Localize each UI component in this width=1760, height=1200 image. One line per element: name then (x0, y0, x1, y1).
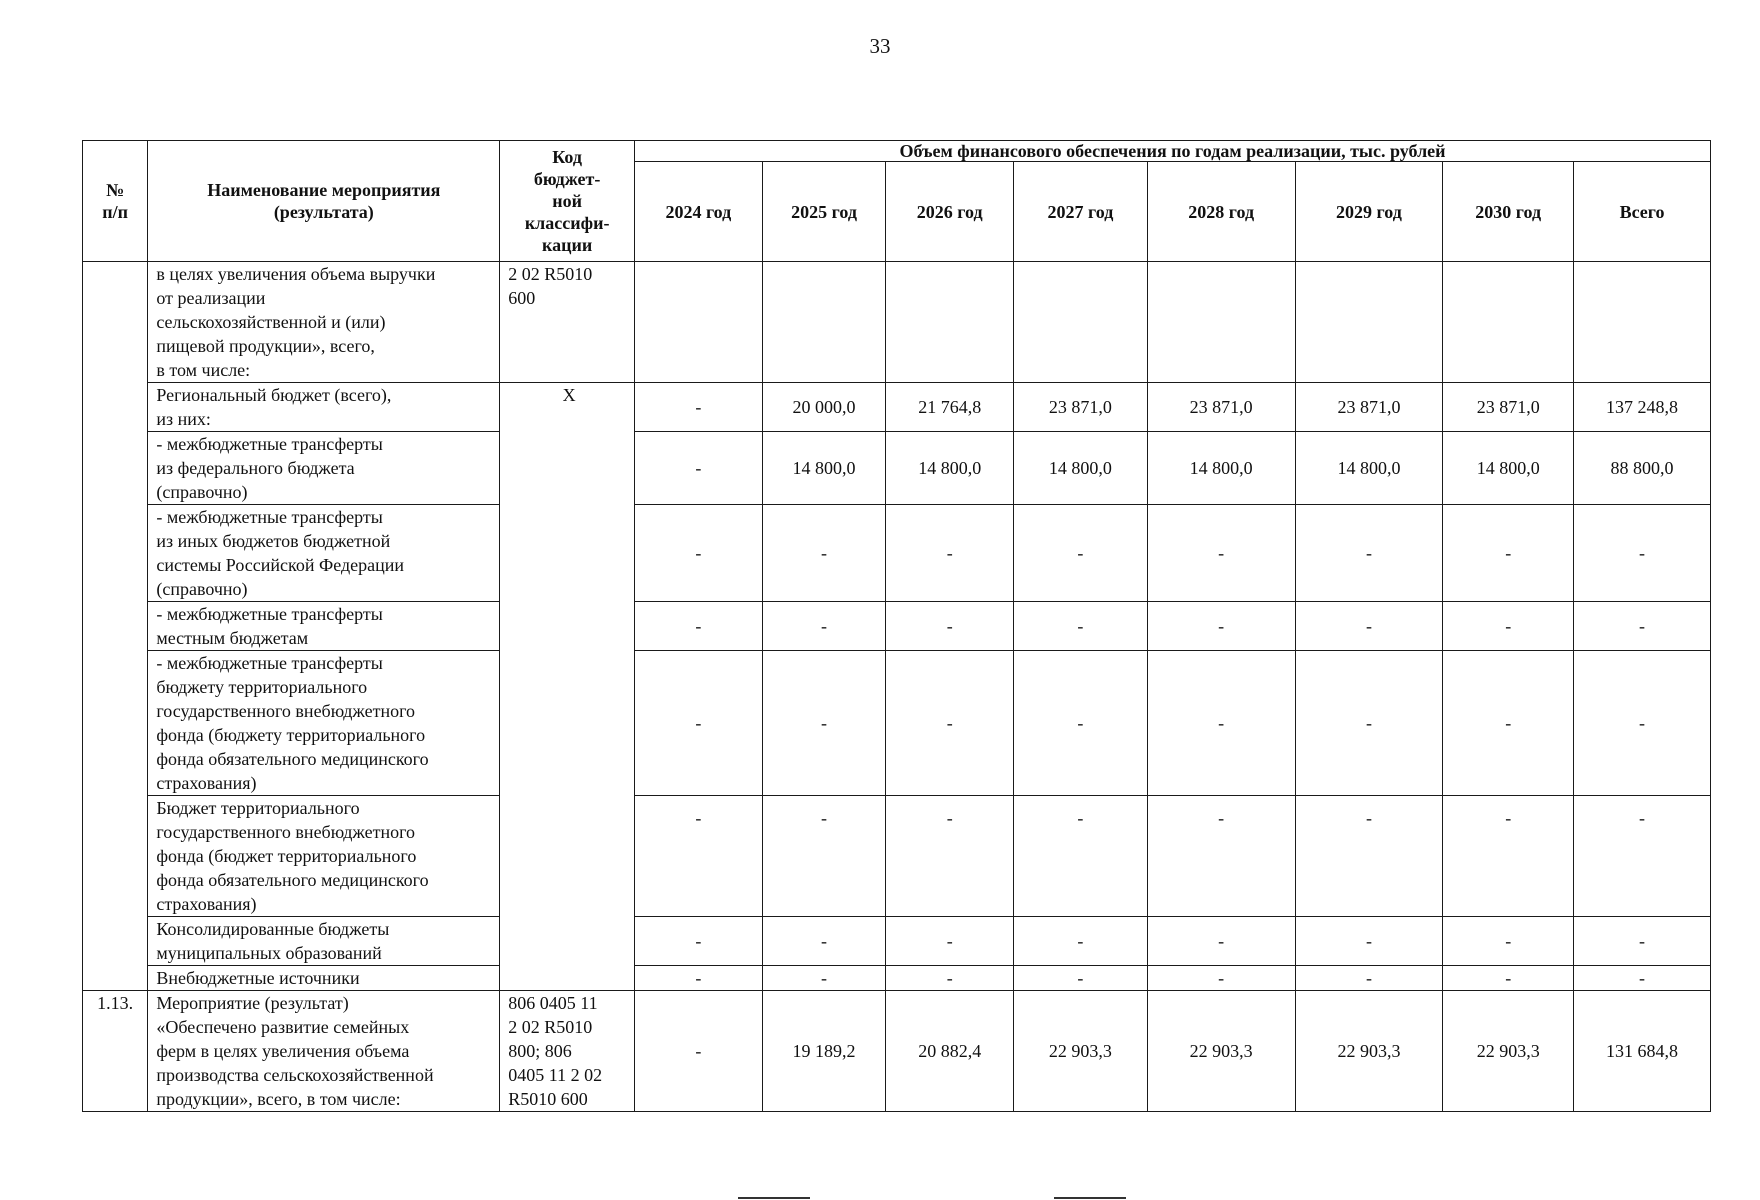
value-total: - (1574, 505, 1711, 602)
financing-table (82, 140, 1711, 1112)
event-name-line: местным бюджетам (156, 628, 309, 648)
value-2026: 21 764,8 (886, 383, 1014, 432)
page-number: 33 (869, 34, 891, 58)
value-2028: - (1147, 796, 1295, 917)
event-name-line: страхования) (156, 773, 257, 793)
value-2025: 19 189,2 (762, 991, 886, 1112)
event-name-line: сельскохозяйственной и (или) (156, 312, 386, 332)
header-budget-code-line: кации (542, 235, 593, 255)
value-2027: - (1014, 796, 1148, 917)
value-2029: 14 800,0 (1295, 432, 1443, 505)
header-budget-code-line: ной (552, 191, 582, 211)
value-total: - (1574, 651, 1711, 796)
event-name-line: из иных бюджетов бюджетной (156, 531, 391, 551)
row-number-cell: 1.13. (83, 991, 148, 1112)
value-total (1574, 262, 1711, 383)
header-year-2026: 2026 год (886, 162, 1014, 262)
value-2025: 14 800,0 (762, 432, 886, 505)
budget-code-line: 806 0405 11 (508, 993, 598, 1013)
budget-code-line: 600 (508, 288, 536, 308)
event-name-cell (148, 651, 500, 796)
event-name-line: пищевой продукции», всего, (156, 336, 375, 356)
value-2026: 14 800,0 (886, 432, 1014, 505)
value-2025 (762, 262, 886, 383)
event-name-line: Консолидированные бюджеты (156, 919, 390, 939)
event-name-cell (148, 383, 500, 432)
value-2024: - (635, 796, 763, 917)
event-name-line: Внебюджетные источники (156, 968, 360, 988)
value-2029: 22 903,3 (1295, 991, 1443, 1112)
value-2027: - (1014, 966, 1148, 991)
value-2027: - (1014, 917, 1148, 966)
table-row (83, 602, 1711, 651)
value-2024: - (635, 383, 763, 432)
event-name-line: продукции», всего, в том числе: (156, 1089, 401, 1109)
value-2024: - (635, 991, 763, 1112)
header-event-name-line: Наименование мероприятия (207, 180, 441, 200)
event-name-cell (148, 966, 500, 991)
header-year-2028: 2028 год (1147, 162, 1295, 262)
value-2026: - (886, 796, 1014, 917)
value-2029: - (1295, 796, 1443, 917)
header-event-name (148, 141, 500, 262)
table-row (83, 505, 1711, 602)
row-number-cell (83, 262, 148, 991)
value-2028: - (1147, 966, 1295, 991)
event-name-line: производства сельскохозяйственной (156, 1065, 434, 1085)
value-2028: 14 800,0 (1147, 432, 1295, 505)
event-name-line: из них: (156, 409, 211, 429)
table-row (83, 651, 1711, 796)
header-budget-code-line: бюджет- (533, 169, 601, 189)
value-2026: - (886, 505, 1014, 602)
value-2027 (1014, 262, 1148, 383)
budget-code-line: 0405 11 2 02 (508, 1065, 603, 1085)
table-row (83, 432, 1711, 505)
event-name-cell (148, 262, 500, 383)
budget-code-cell (500, 262, 635, 383)
budget-code-cell (500, 991, 635, 1112)
value-total: - (1574, 602, 1711, 651)
value-2029: - (1295, 602, 1443, 651)
event-name-line: системы Российской Федерации (156, 555, 405, 575)
value-2028: - (1147, 917, 1295, 966)
value-2026: 20 882,4 (886, 991, 1014, 1112)
value-2026 (886, 262, 1014, 383)
value-2028: - (1147, 651, 1295, 796)
budget-code-line: Х (562, 385, 576, 405)
value-total: 88 800,0 (1574, 432, 1711, 505)
header-budget-code-line: Код (552, 147, 582, 167)
event-name-line: фонда (бюджет территориального (156, 846, 417, 866)
event-name-line: фонда обязательного медицинского (156, 870, 429, 890)
event-name-line: (справочно) (156, 482, 248, 502)
event-name-line: от реализации (156, 288, 266, 308)
event-name-line: Бюджет территориального (156, 798, 360, 818)
header-year-2029: 2029 год (1295, 162, 1443, 262)
value-2030: - (1443, 796, 1574, 917)
value-2025: 20 000,0 (762, 383, 886, 432)
header-year-2027: 2027 год (1014, 162, 1148, 262)
budget-code-line: 2 02 R5010 (508, 264, 593, 284)
value-2030: - (1443, 966, 1574, 991)
event-name-line: государственного внебюджетного (156, 822, 416, 842)
event-name-line: муниципальных образований (156, 943, 382, 963)
event-name-line: бюджету территориального (156, 677, 368, 697)
header-budget-code (500, 141, 635, 262)
value-2025: - (762, 966, 886, 991)
value-2025: - (762, 917, 886, 966)
event-name-line: (справочно) (156, 579, 248, 599)
value-2024: - (635, 432, 763, 505)
value-2024: - (635, 917, 763, 966)
value-2030: 14 800,0 (1443, 432, 1574, 505)
header-row-number-line: № (106, 180, 125, 200)
value-2029: - (1295, 917, 1443, 966)
value-2027: 22 903,3 (1014, 991, 1148, 1112)
value-2029 (1295, 262, 1443, 383)
event-name-line: в целях увеличения объема выручки (156, 264, 436, 284)
table-row (83, 966, 1711, 991)
value-2030: - (1443, 917, 1574, 966)
value-2030: - (1443, 505, 1574, 602)
value-2024: - (635, 602, 763, 651)
value-total: - (1574, 917, 1711, 966)
table-row (83, 796, 1711, 917)
header-financing-span: Объем финансового обеспечения по годам реализации, тыс. рублей (635, 141, 1711, 162)
value-total: 131 684,8 (1574, 991, 1711, 1112)
value-2024: - (635, 651, 763, 796)
event-name-cell (148, 917, 500, 966)
header-year-2030: 2030 год (1443, 162, 1574, 262)
event-name-line: - межбюджетные трансферты (156, 434, 383, 454)
event-name-cell (148, 432, 500, 505)
header-row-number (83, 141, 148, 262)
event-name-line: «Обеспечено развитие семейных (156, 1017, 410, 1037)
value-2025: - (762, 651, 886, 796)
value-2024: - (635, 966, 763, 991)
value-total: - (1574, 796, 1711, 917)
value-total: - (1574, 966, 1711, 991)
event-name-line: Региональный бюджет (всего), (156, 385, 392, 405)
value-2028: - (1147, 505, 1295, 602)
value-2025: - (762, 602, 886, 651)
event-name-line: Мероприятие (результат) (156, 993, 349, 1013)
value-2027: 23 871,0 (1014, 383, 1148, 432)
value-2028 (1147, 262, 1295, 383)
table-row (83, 262, 1711, 383)
value-2027: - (1014, 651, 1148, 796)
value-2027: - (1014, 602, 1148, 651)
value-2027: - (1014, 505, 1148, 602)
event-name-cell (148, 602, 500, 651)
value-2024: - (635, 505, 763, 602)
header-row-top (83, 141, 1711, 162)
value-2029: 23 871,0 (1295, 383, 1443, 432)
footer-rule-left (738, 1197, 810, 1199)
value-2030: - (1443, 602, 1574, 651)
event-name-line: - межбюджетные трансферты (156, 653, 383, 673)
event-name-line: фонда обязательного медицинского (156, 749, 429, 769)
event-name-cell (148, 796, 500, 917)
header-budget-code-line: классифи- (524, 213, 610, 233)
event-name-line: ферм в целях увеличения объема (156, 1041, 410, 1061)
budget-code-cell (500, 383, 635, 991)
event-name-line: из федерального бюджета (156, 458, 355, 478)
header-year-2024: 2024 год (635, 162, 763, 262)
value-2030: 22 903,3 (1443, 991, 1574, 1112)
header-event-name-line: (результата) (273, 202, 374, 222)
event-name-line: в том числе: (156, 360, 251, 380)
value-2029: - (1295, 966, 1443, 991)
value-2028: - (1147, 602, 1295, 651)
table-row (83, 383, 1711, 432)
event-name-cell (148, 991, 500, 1112)
budget-code-line: 800; 806 (508, 1041, 572, 1061)
event-name-cell (148, 505, 500, 602)
footer-rule-right (1054, 1197, 1126, 1199)
header-total: Всего (1574, 162, 1711, 262)
table-row (83, 991, 1711, 1112)
value-2025: - (762, 796, 886, 917)
value-2030: 23 871,0 (1443, 383, 1574, 432)
header-row-number-line: п/п (102, 202, 129, 222)
value-2030 (1443, 262, 1574, 383)
value-2030: - (1443, 651, 1574, 796)
value-2027: 14 800,0 (1014, 432, 1148, 505)
value-2029: - (1295, 505, 1443, 602)
event-name-line: фонда (бюджету территориального (156, 725, 426, 745)
value-total: 137 248,8 (1574, 383, 1711, 432)
budget-code-line: R5010 600 (508, 1089, 588, 1109)
event-name-line: - межбюджетные трансферты (156, 604, 383, 624)
table-row (83, 917, 1711, 966)
value-2024 (635, 262, 763, 383)
event-name-line: государственного внебюджетного (156, 701, 416, 721)
value-2029: - (1295, 651, 1443, 796)
header-year-2025: 2025 год (762, 162, 886, 262)
budget-code-line: 2 02 R5010 (508, 1017, 593, 1037)
value-2026: - (886, 966, 1014, 991)
value-2028: 23 871,0 (1147, 383, 1295, 432)
value-2026: - (886, 602, 1014, 651)
value-2026: - (886, 651, 1014, 796)
event-name-line: страхования) (156, 894, 257, 914)
value-2025: - (762, 505, 886, 602)
value-2026: - (886, 917, 1014, 966)
value-2028: 22 903,3 (1147, 991, 1295, 1112)
event-name-line: - межбюджетные трансферты (156, 507, 383, 527)
